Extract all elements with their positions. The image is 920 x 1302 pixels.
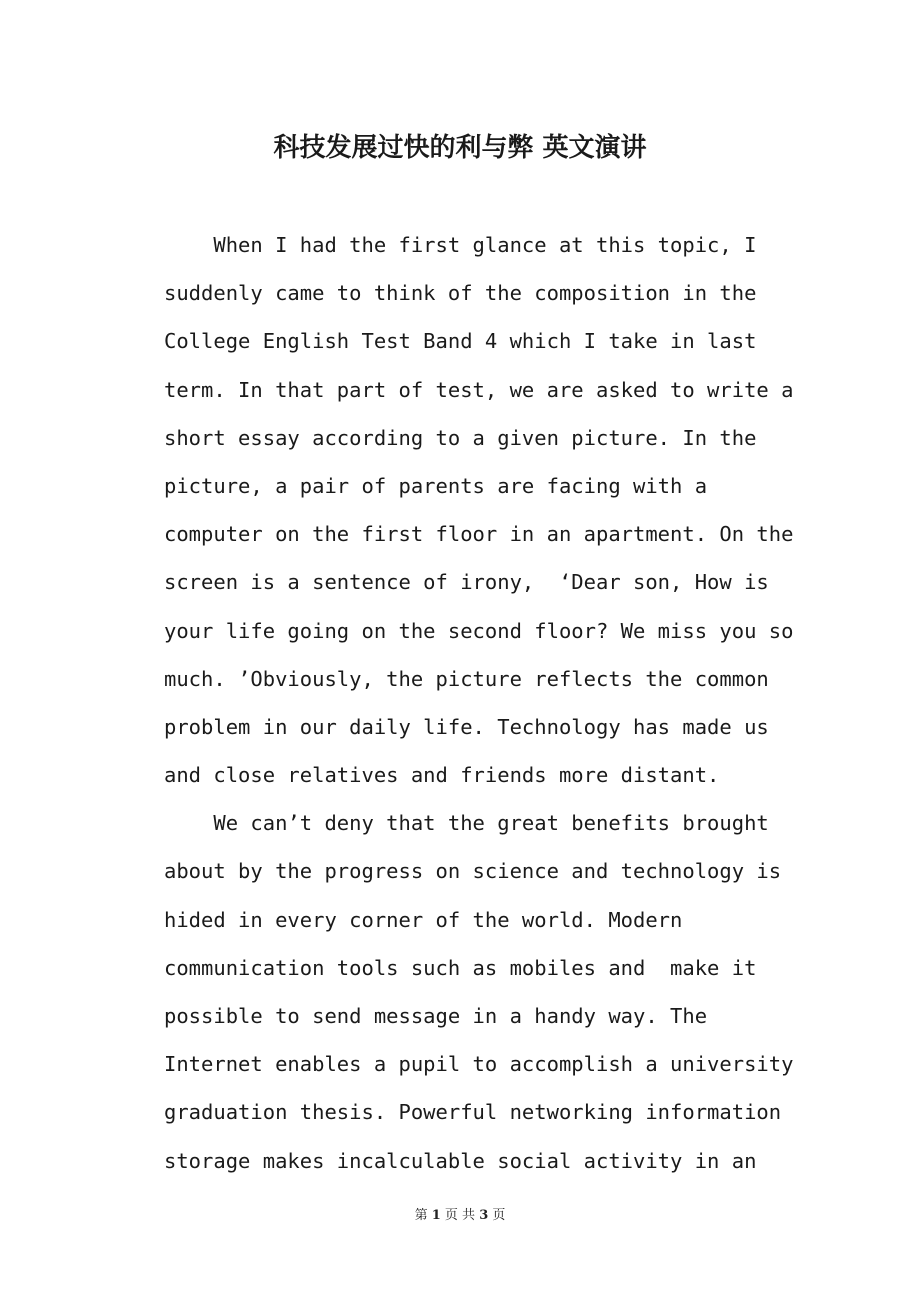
body-line: hided in every corner of the world. Modern xyxy=(164,907,683,932)
footer-suffix: 页 xyxy=(492,1208,506,1223)
body-line: storage makes incalculable social activity in an xyxy=(164,1148,757,1173)
footer-total-pages: 3 xyxy=(479,1208,489,1223)
document-title: 科技发展过快的利与弊 英文演讲 xyxy=(273,133,647,163)
footer-current-page: 1 xyxy=(431,1208,441,1223)
footer-middle: 页 共 xyxy=(444,1208,476,1223)
body-line: term. In that part of test, we are asked to write a xyxy=(164,377,794,402)
body-line: suddenly came to think of the composition in the xyxy=(164,281,757,306)
body-line: short essay according to a given picture. In the xyxy=(164,425,757,450)
body-line: Internet enables a pupil to accomplish a university xyxy=(164,1052,794,1077)
body-line: and close relatives and friends more distant. xyxy=(164,763,720,788)
body-line: When I had the first glance at this topic, I xyxy=(164,233,757,257)
body-line: graduation thesis. Powerful networking information xyxy=(164,1100,782,1125)
document-body xyxy=(164,221,804,1185)
footer-prefix: 第 xyxy=(414,1208,428,1223)
body-line: about by the progress on science and technology is xyxy=(164,859,782,884)
body-line: problem in our daily life. Technology has made us xyxy=(164,714,769,739)
body-line: your life going on the second floor? We miss you so xyxy=(164,618,794,643)
body-line: screen is a sentence of irony, ‘Dear son, How is xyxy=(164,570,769,595)
body-line: computer on the first floor in an apartment. On the xyxy=(164,522,794,547)
body-line: communication tools such as mobiles and make it xyxy=(164,955,757,980)
body-line: possible to send message in a handy way. The xyxy=(164,1004,708,1028)
body-line: We can’t deny that the great benefits brought xyxy=(164,811,769,836)
body-line: much. ’Obviously, the picture reflects the common xyxy=(164,666,769,691)
body-line: College English Test Band 4 which I take in last xyxy=(164,329,757,354)
body-line: picture, a pair of parents are facing with a xyxy=(164,473,708,498)
page-footer xyxy=(0,1206,920,1226)
